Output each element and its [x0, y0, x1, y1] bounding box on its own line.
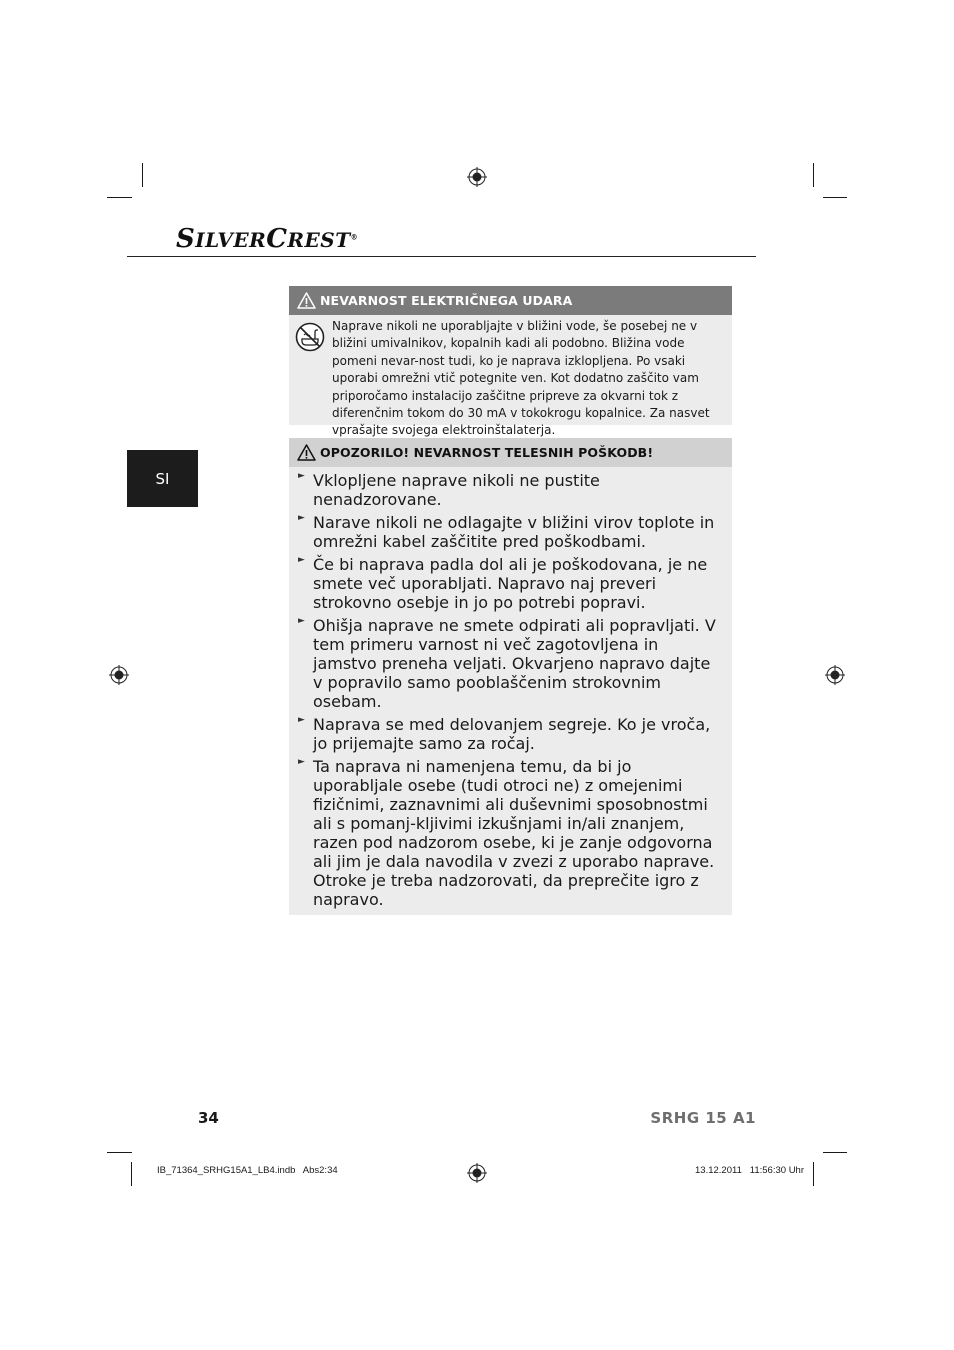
silvercrest-logo: SILVERCREST® [176, 224, 359, 254]
injury-warning-list [289, 467, 732, 915]
language-tab: SI [127, 450, 198, 507]
injury-warning-box [289, 438, 732, 915]
print-datetime: 13.12.2011 11:56:30 Uhr [695, 1165, 804, 1176]
bullet-arrow-icon: ► [298, 757, 305, 767]
electric-shock-warning-text: Naprave nikoli ne uporabljajte v bližini vode, še posebej ne v bližini umivalnikov, kopalnih kadi ali podobno. Bližina vode pomeni nevar-nost tudi, ko je naprava izklopljena. Po vsaki uporabi omrežni vtič potegnite ven. Kot dodatno zaščito vam priporočamo instalacijo zaščitne pripreve za okvarni tok z diferenčnim tokom do 30 mA v tokokrogu kopalnice. Za nasvet vprašajte svojega elektroinštalaterja. [332, 319, 710, 438]
list-item: ► Vklopljene naprave nikoli ne pustite nenadzorovane. [298, 471, 600, 509]
registration-mark-icon [825, 665, 845, 685]
warning-triangle-icon [297, 444, 316, 461]
list-item: ► Ohišja naprave ne smete odpirati ali popravljati. V tem primeru varnost ni več zagotovljena in jamstvo preneha veljati. Okvarjeno napravo dajte v popravilo samo pooblaščenim strokovnim osebam. [298, 616, 716, 711]
crop-mark [131, 1162, 132, 1186]
no-water-icon [295, 322, 325, 352]
header-rule [127, 256, 756, 257]
crop-mark [823, 1152, 847, 1153]
bullet-arrow-icon: ► [298, 513, 305, 523]
electric-shock-warning-title: NEVARNOST ELEKTRIČNEGA UDARA [320, 293, 573, 308]
model-number: SRHG 15 A1 [650, 1109, 756, 1127]
list-item: ► Ta naprava ni namenjena temu, da bi jo uporabljale osebe (tudi otroci ne) z omejenimi fizičnimi, zaznavnimi ali duševnimi sposobnostmi ali s pomanj-kljivimi izkušnjami in/ali znanjem, razen pod nadzorom osebe, ki je zanje odgovorna ali jim je dala navodila v zvezi z uporabo naprave. Otroke je treba nadzorovati, da preprečite igro z napravo. [298, 757, 715, 909]
registration-mark-icon [467, 1163, 487, 1183]
injury-warning-title: OPOZORILO! NEVARNOST TELESNIH POŠKODB! [320, 445, 654, 460]
crop-mark [107, 1152, 132, 1153]
crop-mark [823, 197, 847, 198]
list-item: ► Naprava se med delovanjem segreje. Ko je vroča, jo prijemajte samo za ročaj. [298, 715, 711, 753]
warning-triangle-icon [297, 292, 316, 309]
electric-shock-warning-header [289, 286, 732, 315]
crop-mark [813, 1162, 814, 1186]
injury-warning-header [289, 438, 732, 467]
registration-mark-icon [109, 665, 129, 685]
crop-mark [142, 163, 143, 187]
list-item: ► Narave nikoli ne odlagajte v bližini virov toplote in omrežni kabel zaščitite pred poškodbami. [298, 513, 715, 551]
registration-mark-icon [467, 167, 487, 187]
print-file-info: IB_71364_SRHG15A1_LB4.indb Abs2:34 [157, 1165, 338, 1176]
crop-mark [107, 197, 132, 198]
electric-shock-warning-box [289, 286, 732, 438]
page-number: 34 [198, 1109, 219, 1127]
list-item: ► Če bi naprava padla dol ali je poškodovana, je ne smete več uporabljati. Napravo naj preveri strokovno osebje in jo po potrebi popravi. [298, 555, 708, 612]
bullet-arrow-icon: ► [298, 715, 305, 725]
bullet-arrow-icon: ► [298, 616, 305, 626]
bullet-arrow-icon: ► [298, 471, 305, 481]
crop-mark [813, 163, 814, 187]
bullet-arrow-icon: ► [298, 555, 305, 565]
